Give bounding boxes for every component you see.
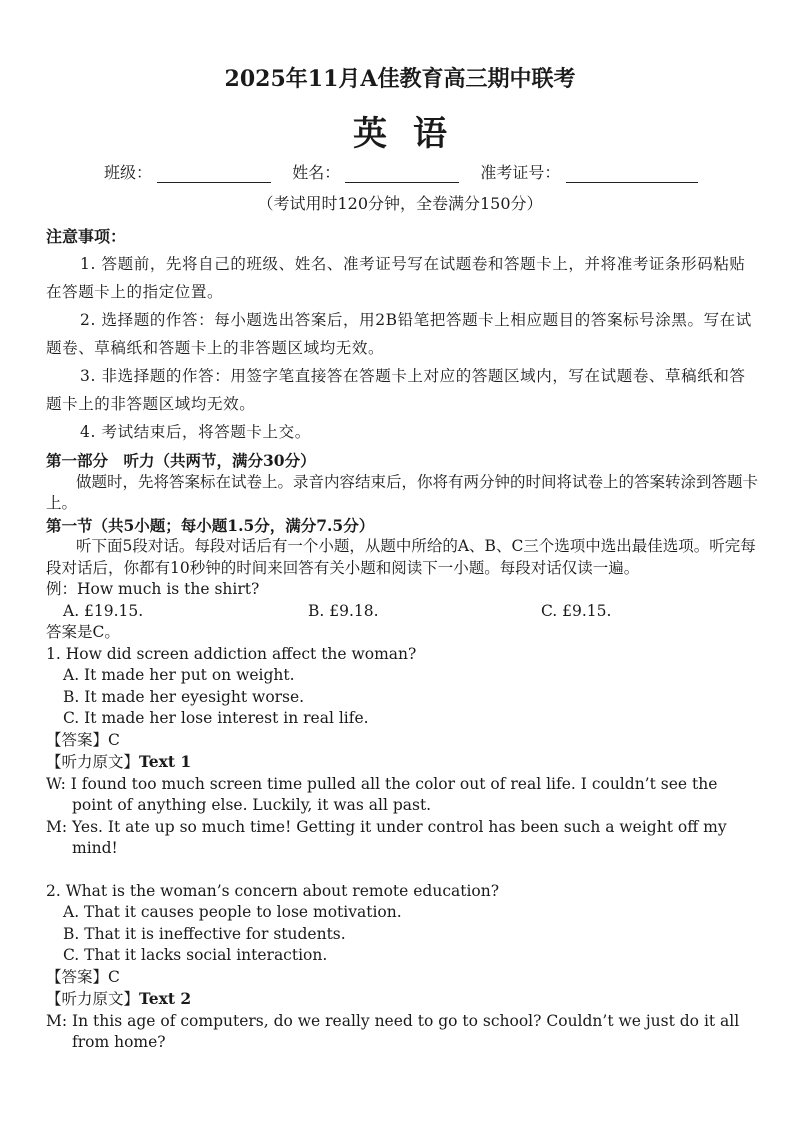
class-input-line[interactable] xyxy=(157,166,271,183)
example-option: A. £19.15. xyxy=(63,601,144,620)
name-input-line[interactable] xyxy=(345,166,459,183)
transcript-heading xyxy=(46,988,758,1011)
exam-id-input-line[interactable] xyxy=(566,166,698,183)
question-option: B. It made her eyesight worse. xyxy=(63,687,305,706)
transcript-label: 【听力原文】 xyxy=(46,990,140,1008)
transcript-label: 【听力原文】 xyxy=(46,753,140,771)
student-info-fields xyxy=(104,160,724,183)
name-label: 姓名： xyxy=(292,163,341,182)
answer-label: 【答案】C xyxy=(46,967,120,986)
dialog-line: W: I found too much screen time pulled all the color out of real life. I couldn’t see the point of anything else. Luckily, it was all past. xyxy=(46,774,718,814)
question-option: C. It made her lose interest in real life. xyxy=(63,709,369,727)
exam-id-label: 准考证号： xyxy=(480,163,561,182)
notice-item: 1. 答题前，先将自己的班级、姓名、准考证号写在试题卷和答题卡上，并将准考证条形码粘贴在答题卡上的指定位置。 xyxy=(46,255,746,301)
notice-heading: 注意事项： xyxy=(46,227,127,246)
example-answer: 答案是C。 xyxy=(46,623,120,641)
notice-item: 2. 选择题的作答：每小题选出答案后，用2B铅笔把答题卡上相应题目的答案标号涂黑。写在试题卷、草稿纸和答题卡上的非答题区域均无效。 xyxy=(46,311,752,357)
subject-title: 英语 xyxy=(353,114,473,154)
class-label: 班级： xyxy=(104,163,153,182)
example-option: B. £9.18. xyxy=(308,601,379,620)
transcript-heading xyxy=(46,751,758,774)
example-options xyxy=(46,601,758,623)
part1-heading: 第一部分 听力（共两节，满分30分） xyxy=(46,451,316,470)
dialog-line: M: In this age of computers, do we really need to go to school? Couldn’t we just do it all from home? xyxy=(46,1011,740,1051)
question-stem: 1. How did screen addiction affect the woman? xyxy=(46,644,417,663)
listening-part xyxy=(46,450,758,1054)
section1-heading: 第一节（共5小题；每小题1.5分，满分7.5分） xyxy=(46,515,375,535)
question-option: B. That it is ineffective for students. xyxy=(63,924,346,943)
notice-list xyxy=(46,250,754,446)
part1-intro: 做题时，先将答案标在试卷上。录音内容结束后，你将有两分钟的时间将试卷上的答案转涂到答题卡上。 xyxy=(46,472,759,512)
exam-info: （考试用时120分钟，全卷满分150分） xyxy=(257,194,543,213)
example-question: 例：How much is the shirt? xyxy=(46,580,260,598)
dialog-line: M: Yes. It ate up so much time! Getting it under control has been such a weight off my mind! xyxy=(46,817,727,857)
question-option: C. That it lacks social interaction. xyxy=(63,946,328,964)
answer-label: 【答案】C xyxy=(46,730,120,749)
example-option: C. £9.15. xyxy=(541,601,612,620)
notice-item: 4. 考试结束后，将答题卡上交。 xyxy=(80,423,311,441)
question-option: A. That it causes people to lose motivation. xyxy=(63,903,402,921)
exam-title: 2025年11月A佳教育高三期中联考 xyxy=(224,66,576,92)
question-option: A. It made her put on weight. xyxy=(63,666,295,684)
transcript-title: Text 1 xyxy=(139,752,192,771)
section1-intro: 听下面5段对话。每段对话后有一个小题，从题中所给的A、B、C三个选项中选出最佳选项。听完每段对话后，你都有10秒钟的时间来回答有关小题和阅读下一小题。每段对话仅读一遍。 xyxy=(46,537,756,577)
transcript-title: Text 2 xyxy=(139,989,192,1008)
notice-item: 3. 非选择题的作答：用签字笔直接答在答题卡上对应的答题区域内，写在试题卷、草稿纸和答题卡上的非答题区域均无效。 xyxy=(46,367,746,413)
question-stem: 2. What is the woman’s concern about remote education? xyxy=(46,881,500,900)
